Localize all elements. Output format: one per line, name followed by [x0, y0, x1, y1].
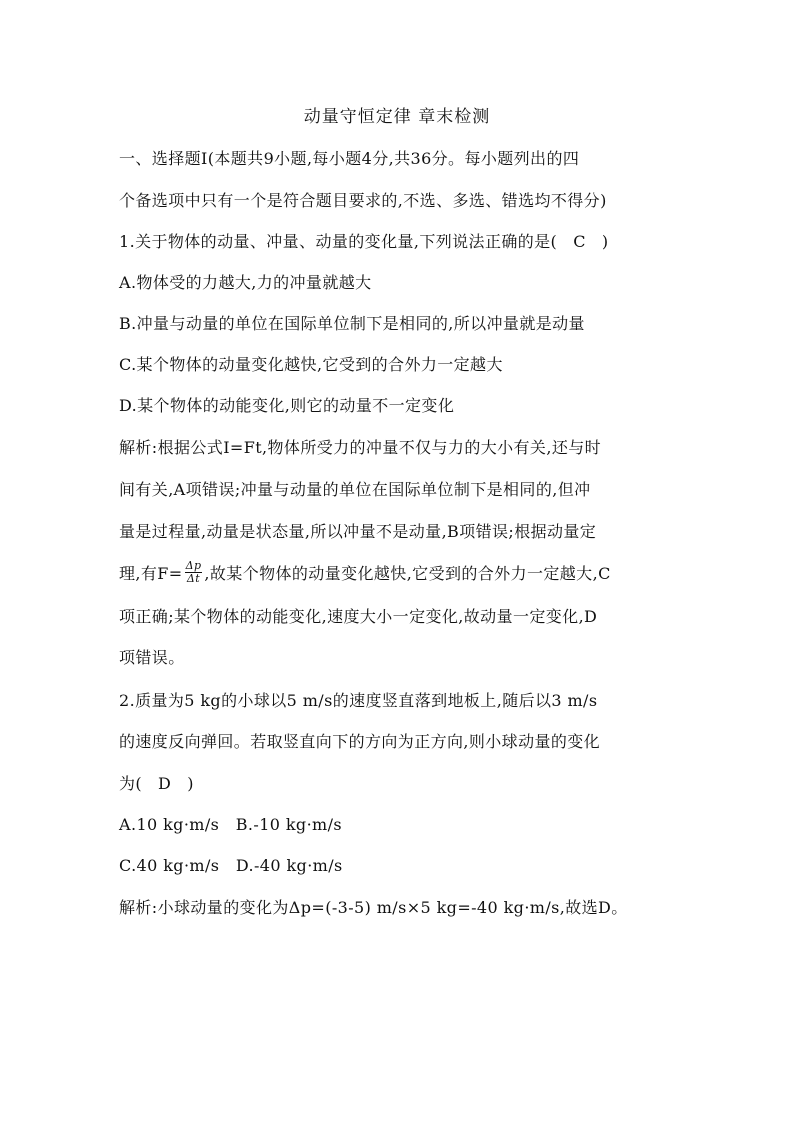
question-1-option-b: B.冲量与动量的单位在国际单位制下是相同的,所以冲量就是动量: [119, 314, 585, 333]
question-1-option-d: D.某个物体的动能变化,则它的动量不一定变化: [119, 396, 455, 415]
question-1-analysis-line-6: 项错误。: [119, 648, 185, 667]
question-2-options-ab: A.10 kg·m/s B.-10 kg·m/s: [119, 815, 343, 834]
question-1-analysis-line-2: 间有关,A项错误;冲量与动量的单位在国际单位制下是相同的,但冲: [119, 480, 591, 499]
analysis-formula-prefix: 理,有F=: [119, 564, 183, 583]
question-2-stem-text: 为(: [119, 774, 143, 793]
momentum-fraction: [185, 560, 203, 585]
question-1-stem-text: 1.关于物体的动量、冲量、动量的变化量,下列说法正确的是(: [119, 232, 558, 251]
question-1-answer: C: [573, 232, 586, 251]
fraction-denominator: Δt: [186, 572, 201, 585]
question-2-analysis: 解析:小球动量的变化为Δp=(-3-5) m/s×5 kg=-40 kg·m/s,故选D。: [119, 898, 628, 917]
page-title: 动量守恒定律 章末检测: [303, 107, 491, 127]
analysis-formula-suffix: ,故某个物体的动量变化越快,它受到的合外力一定越大,C: [204, 564, 611, 583]
question-2-answer: D: [158, 774, 172, 793]
question-1-stem-close: ): [601, 232, 609, 251]
question-2-stem-close: ): [187, 774, 194, 793]
question-1-option-a: A.物体受的力越大,力的冲量就越大: [119, 273, 372, 292]
question-1-analysis-line-3: 量是过程量,动量是状态量,所以冲量不是动量,B项错误;根据动量定: [119, 522, 597, 541]
question-2-stem-line-1: 2.质量为5 kg的小球以5 m/s的速度竖直落到地板上,随后以3 m/s: [119, 691, 598, 710]
fraction-numerator: Δp: [185, 559, 202, 572]
question-2-stem-line-2: 的速度反向弹回。若取竖直向下的方向为正方向,则小球动量的变化: [119, 732, 601, 751]
question-1-option-c: C.某个物体的动量变化越快,它受到的合外力一定越大: [119, 355, 503, 374]
question-1-analysis-line-1: 解析:根据公式I=Ft,物体所受力的冲量不仅与力的大小有关,还与时: [119, 438, 602, 457]
question-2-stem-line-3: [119, 771, 679, 797]
question-1-analysis-line-5: 项正确;某个物体的动能变化,速度大小一定变化,故动量一定变化,D: [119, 607, 598, 626]
question-2-options-cd: C.40 kg·m/s D.-40 kg·m/s: [119, 856, 343, 875]
section-header-line-2: 个备选项中只有一个是符合题目要求的,不选、多选、错选均不得分): [119, 191, 607, 210]
question-1-analysis-line-4: [119, 561, 679, 587]
question-1-stem: [119, 229, 679, 255]
section-header-line-1: 一、选择题Ⅰ(本题共9小题,每小题4分,共36分。每小题列出的四: [119, 149, 580, 168]
